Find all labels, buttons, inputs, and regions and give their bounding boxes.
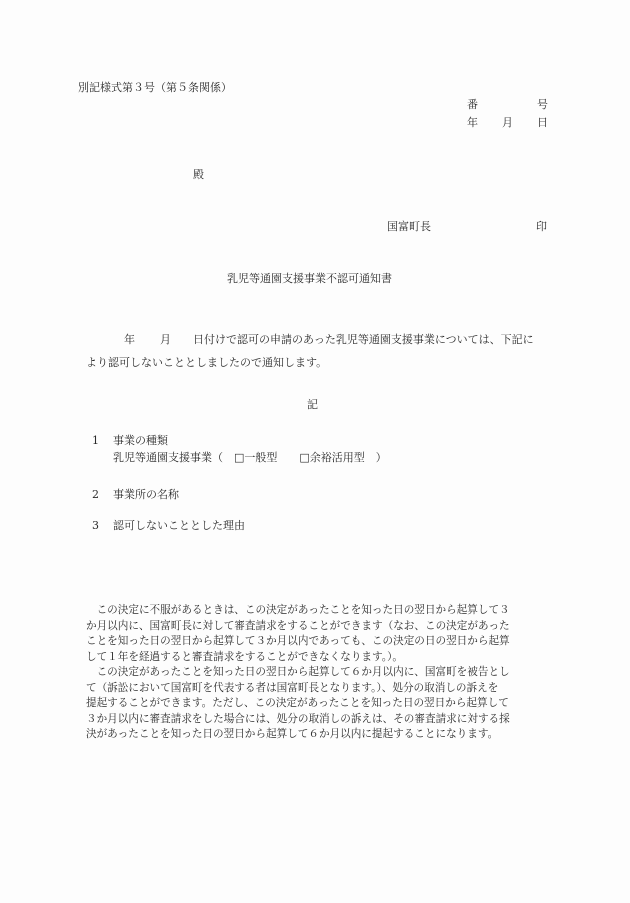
notice-line: 決があったことを知った日の翌日から起算して６か月以内に提起することになります。 [86, 728, 499, 740]
notice-line: て（訴訟において国富町を代表する者は国富町長となります。）、処分の取消しの訴えを [86, 681, 499, 694]
number-ban: 番 [467, 98, 478, 111]
item-1-detail: 乳児等通園支援事業（ □一般型 □余裕活用型 ） [113, 451, 387, 464]
notice-line: して１年を経過すると審査請求をすることができなくなります。）。 [86, 650, 403, 663]
item-3-label: 認可しないこととした理由 [113, 519, 245, 532]
intro-line1: 日付けで認可の申請のあった乳児等通園支援事業については、下記に [193, 333, 534, 346]
date-year: 年 [467, 116, 478, 129]
notice-line: 提起することができます。ただし、この決定があったことを知った日の翌日から起算して [86, 697, 509, 709]
intro-month: 月 [160, 333, 171, 346]
addressee-honorific: 殿 [193, 168, 204, 181]
date-day: 日 [537, 116, 548, 129]
seal-mark: 印 [536, 220, 547, 233]
notice-line: この決定があったことを知った日の翌日から起算して６か月以内に、国富町を被告とし [86, 666, 510, 678]
notice-line: か月以内に、国富町長に対して審査請求をすることができます（なお、この決定があった [86, 619, 510, 632]
item-1-num: 1 [92, 434, 99, 447]
notice-line: この決定に不服があるときは、この決定があったことを知った日の翌日から起算して３ [86, 604, 510, 616]
intro-year: 年 [124, 333, 135, 346]
intro-line2: より認可しないこととしましたので通知します。 [86, 356, 328, 369]
item-2-label: 事業所の名称 [113, 488, 179, 501]
form-label: 別記様式第３号（第５条関係） [78, 81, 232, 94]
notice-line: ことを知った日の翌日から起算して３か月以内であっても、この決定の日の翌日から起算 [86, 635, 510, 647]
issuer-title: 国富町長 [387, 220, 431, 233]
item-2-num: 2 [92, 488, 99, 501]
item-3-num: 3 [92, 519, 99, 532]
ki-heading: 記 [307, 398, 318, 411]
document-title: 乳児等通園支援事業不認可通知書 [227, 272, 392, 285]
notice-line: ３か月以内に審査請求をした場合には、処分の取消しの訴えは、その審査請求に対する採 [86, 712, 510, 725]
appeal-notice [86, 603, 548, 743]
item-1-label: 事業の種類 [113, 434, 168, 447]
number-go: 号 [537, 98, 548, 111]
date-month: 月 [502, 116, 513, 129]
